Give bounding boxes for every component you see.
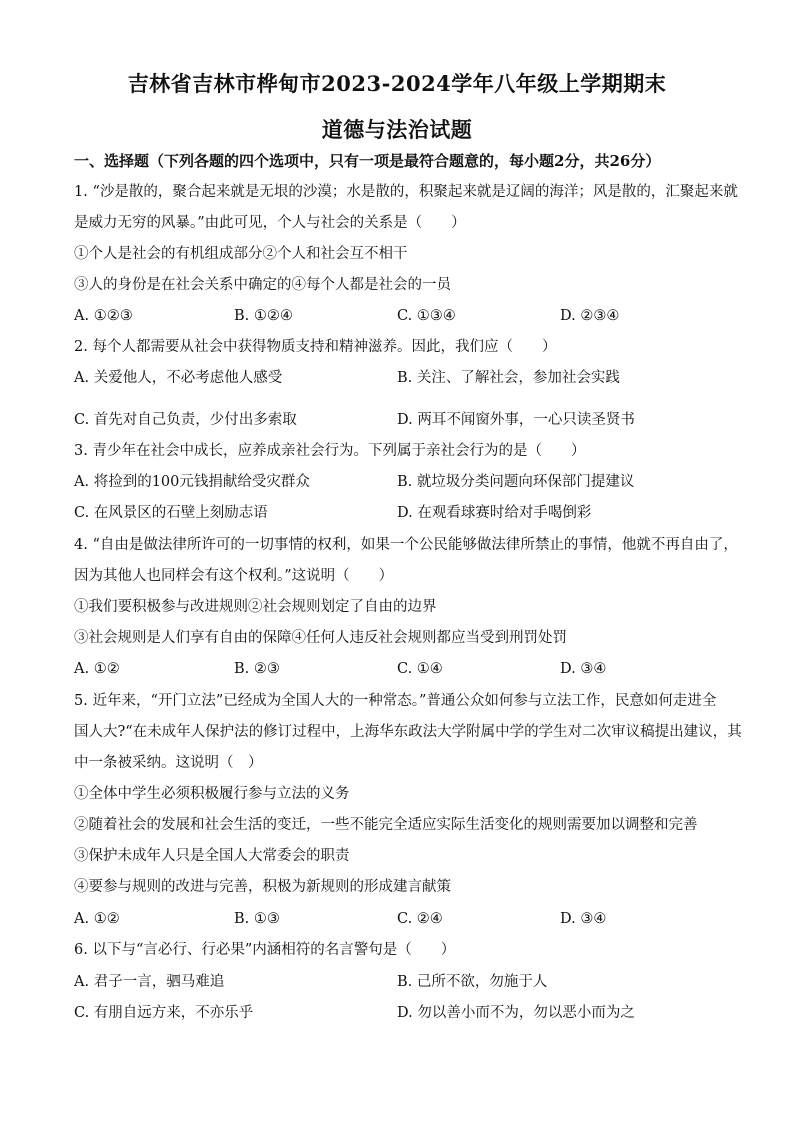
question-4-option-b: B. ②③ (234, 661, 280, 677)
question-2-option-a: A. 关爱他人，不必考虑他人感受 (74, 370, 283, 386)
question-6-stem: 6. 以下与“言必行、行必果”内涵相符的名言警句是（ ） (74, 942, 456, 958)
question-5-stem-line-1: 5. 近年来，“开门立法”已经成为全国人大的一种常态。”普通公众如何参与立法工作，民意如何走进全 (74, 693, 717, 709)
question-1-stem-line-2: 是威力无穷的风暴。”由此可见，个人与社会的关系是（ ） (74, 215, 466, 231)
question-4-statement-1: ①我们要积极参与改进规则②社会规则划定了自由的边界 (74, 599, 437, 615)
question-5-statement-2: ②随着社会的发展和社会生活的变迁，一些不能完全适应实际生活变化的规则需要加以调整和完善 (74, 817, 698, 833)
question-5-statement-1: ①全体中学生必须积极履行参与立法的义务 (74, 786, 350, 802)
question-1-option-b: B. ①②④ (234, 308, 293, 324)
question-2-option-b: B. 关注、了解社会，参加社会实践 (397, 370, 620, 386)
question-5-stem-line-2: 国人大?“在未成年人保护法的修订过程中，上海华东政法大学附属中学的学生对二次审议稿提出建议，其 (74, 724, 742, 740)
question-2-option-c: C. 首先对自己负责，少付出多索取 (74, 412, 297, 428)
question-6-option-b: B. 己所不欲，勿施于人 (397, 974, 548, 990)
question-5-stem-line-3: 中一条被采纳。这说明（ ） (74, 755, 263, 771)
question-1-option-c: C. ①③④ (397, 308, 456, 324)
question-4-option-c: C. ①④ (397, 661, 443, 677)
question-5-statement-3: ③保护未成年人只是全国人大常委会的职责 (74, 848, 350, 864)
question-6-option-a: A. 君子一言，驷马难追 (74, 974, 225, 990)
question-1-option-d: D. ②③④ (560, 308, 620, 324)
question-3-option-b: B. 就垃圾分类问题向环保部门提建议 (397, 474, 635, 490)
question-3-option-c: C. 在风景区的石壁上刻励志语 (74, 505, 268, 521)
question-3-option-d: D. 在观看球赛时给对手喝倒彩 (397, 505, 592, 521)
question-6-option-d: D. 勿以善小而不为，勿以恶小而为之 (397, 1005, 635, 1021)
question-5-option-c: C. ②④ (397, 911, 443, 927)
question-3-option-a: A. 将捡到的100元钱捐献给受灾群众 (74, 474, 310, 490)
question-1-statement-1: ①个人是社会的有机组成部分②个人和社会互不相干 (74, 246, 408, 262)
exam-subtitle: 道德与法治试题 (321, 117, 473, 142)
question-4-stem-line-2: 因为其他人也同样会有这个权利。”这说明（ ） (74, 568, 394, 584)
question-5-option-d: D. ③④ (560, 911, 607, 927)
question-2-stem: 2. 每个人都需要从社会中获得物质支持和精神滋养。因此，我们应（ ） (74, 339, 557, 355)
section-heading: 一、选择题（下列各题的四个选项中，只有一项是最符合题意的，每小题2分，共26分） (74, 152, 661, 170)
question-4-option-a: A. ①② (74, 661, 120, 677)
exam-title: 吉林省吉林市桦甸市2023-2024学年八年级上学期期末 (127, 71, 667, 96)
question-4-option-d: D. ③④ (560, 661, 607, 677)
question-1-stem-line-1: 1. “沙是散的，聚合起来就是无垠的沙漠；水是散的，积聚起来就是辽阔的海洋；风是散的，汇聚起来就 (74, 184, 738, 200)
question-5-statement-4: ④要参与规则的改进与完善，积极为新规则的形成建言献策 (74, 879, 451, 895)
question-6-option-c: C. 有朋自远方来，不亦乐乎 (74, 1005, 254, 1021)
question-1-statement-2: ③人的身份是在社会关系中确定的④每个人都是社会的一员 (74, 277, 451, 293)
question-1-option-a: A. ①②③ (74, 308, 133, 324)
question-4-stem-line-1: 4. “自由是做法律所许可的一切事情的权利，如果一个公民能够做法律所禁止的事情，他就不再自由了， (74, 537, 738, 553)
question-3-stem: 3. 青少年在社会中成长，应养成亲社会行为。下列属于亲社会行为的是（ ） (74, 443, 586, 459)
question-5-option-b: B. ①③ (234, 911, 280, 927)
question-2-option-d: D. 两耳不闻窗外事，一心只读圣贤书 (397, 412, 635, 428)
question-4-statement-2: ③社会规则是人们享有自由的保障④任何人违反社会规则都应当受到刑罚处罚 (74, 630, 567, 646)
question-5-option-a: A. ①② (74, 911, 120, 927)
